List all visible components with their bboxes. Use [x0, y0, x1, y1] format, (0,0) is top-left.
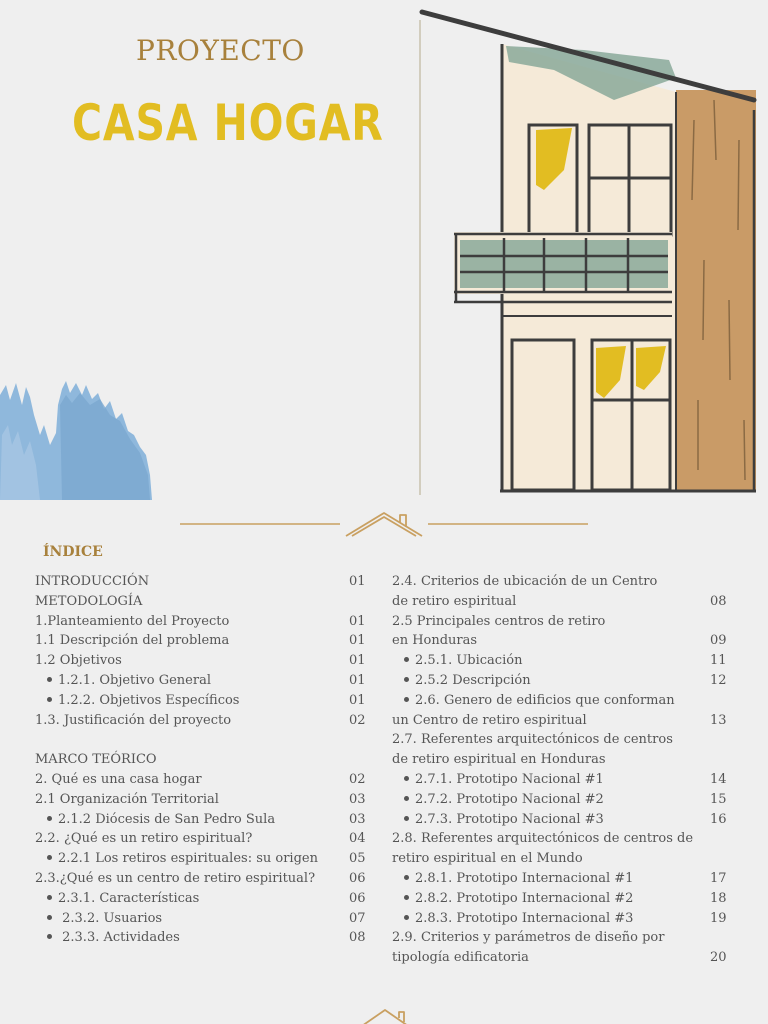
toc-entry[interactable] — [392, 592, 732, 612]
bullet-icon — [404, 915, 409, 920]
toc-entry-page: 18 — [710, 890, 727, 906]
toc-entry[interactable] — [35, 928, 370, 948]
toc-entry[interactable] — [35, 711, 370, 731]
toc-entry[interactable] — [35, 849, 370, 869]
toc-entry-page: 15 — [710, 791, 727, 807]
toc-entry-page: 03 — [349, 811, 366, 827]
toc-entry[interactable] — [35, 592, 370, 612]
toc-entry-page: 14 — [710, 771, 727, 787]
toc-entry-label: INTRODUCCIÓN — [35, 574, 150, 589]
bullet-icon — [404, 697, 409, 702]
roof-icon — [346, 513, 422, 536]
toc-entry-page: 07 — [349, 910, 366, 926]
toc-entry-label: 2.5.2 Descripción — [415, 672, 531, 688]
toc-entry-label: 2.7.3. Prototipo Nacional #3 — [415, 811, 604, 827]
toc-entry[interactable] — [35, 889, 370, 909]
toc-entry-label: 2.7.2. Prototipo Nacional #2 — [415, 791, 604, 807]
toc-entry[interactable] — [392, 631, 732, 651]
toc-entry-label: en Honduras — [392, 633, 478, 649]
blue-brush-decoration — [0, 375, 155, 500]
toc-entry[interactable] — [392, 849, 732, 869]
toc-entry-label: 2.2.1 Los retiros espirituales: su origen — [58, 851, 318, 867]
toc-entry[interactable] — [392, 770, 732, 790]
toc-entry-page: 01 — [349, 613, 366, 629]
toc-entry[interactable] — [35, 810, 370, 830]
toc-entry[interactable] — [392, 671, 732, 691]
toc-entry-page: 12 — [710, 672, 727, 688]
toc-entry-label: 2.7. Referentes arquitectónicos de centros — [392, 732, 673, 748]
bullet-icon — [47, 934, 52, 939]
bullet-icon — [47, 697, 52, 702]
toc-entry-page: 19 — [710, 910, 727, 926]
toc-entry-label: 1.1 Descripción del problema — [35, 633, 230, 649]
index-heading: ÍNDICE — [43, 544, 103, 560]
toc-entry-label: 2.8. Referentes arquitectónicos de centros de — [392, 831, 694, 847]
toc-entry-label: 2.4. Criterios de ubicación de un Centro — [392, 574, 658, 589]
toc-entry-label: de retiro espiritual — [392, 593, 517, 609]
toc-entry-label: 2.8.2. Prototipo Internacional #2 — [415, 890, 634, 906]
project-title: CASA HOGAR — [72, 94, 384, 152]
toc-entry-label: 2.7.1. Prototipo Nacional #1 — [415, 771, 604, 787]
toc-entry[interactable] — [35, 909, 370, 929]
toc-entry[interactable] — [392, 829, 732, 849]
toc-entry[interactable] — [392, 750, 732, 770]
toc-entry[interactable] — [35, 631, 370, 651]
toc-entry-label: 1.2 Objetivos — [35, 653, 122, 669]
toc-entry-page: 01 — [349, 692, 366, 708]
toc-entry[interactable] — [35, 790, 370, 810]
toc-entry[interactable] — [35, 770, 370, 790]
toc-entry-page: 13 — [710, 712, 727, 728]
toc-entry[interactable] — [35, 612, 370, 632]
toc-entry-page: 09 — [710, 633, 727, 649]
toc-entry-label: 1.3. Justificación del proyecto — [35, 712, 232, 728]
toc-entry[interactable] — [35, 750, 370, 770]
toc-entry-label: 2.8.3. Prototipo Internacional #3 — [415, 910, 634, 926]
toc-entry-page: 08 — [349, 930, 366, 946]
toc-entry-label: un Centro de retiro espiritual — [392, 712, 587, 728]
toc-entry-label: 2.5.1. Ubicación — [415, 653, 523, 669]
toc-entry-page: 20 — [710, 950, 727, 966]
toc-entry-page: 04 — [349, 831, 366, 847]
toc-entry[interactable] — [392, 810, 732, 830]
toc-entry-label: 2.3.1. Características — [58, 890, 200, 906]
roof-icon — [355, 1008, 415, 1024]
bullet-icon — [404, 895, 409, 900]
toc-entry-label: retiro espiritual en el Mundo — [392, 851, 583, 867]
toc-entry-label: 2.1 Organización Territorial — [35, 791, 219, 807]
bullet-icon — [47, 915, 52, 920]
toc-entry[interactable] — [392, 928, 732, 948]
toc-entry-page: 17 — [710, 870, 727, 886]
bullet-icon — [47, 895, 52, 900]
toc-entry[interactable] — [392, 889, 732, 909]
toc-entry[interactable] — [392, 730, 732, 750]
toc-entry[interactable] — [392, 612, 732, 632]
toc-entry-page: 01 — [349, 574, 366, 589]
toc-entry-page: 06 — [349, 870, 366, 886]
bullet-icon — [404, 796, 409, 801]
toc-entry-label: 1.Planteamiento del Proyecto — [35, 613, 230, 629]
toc-entry-label: 2. Qué es una casa hogar — [35, 771, 202, 787]
toc-entry[interactable] — [392, 869, 732, 889]
toc-entry-label: de retiro espiritual en Honduras — [392, 752, 606, 768]
bullet-icon — [404, 776, 409, 781]
bullet-icon — [404, 677, 409, 682]
bullet-icon — [47, 677, 52, 682]
bullet-icon — [404, 875, 409, 880]
toc-entry[interactable] — [392, 691, 732, 711]
bullet-icon — [47, 816, 52, 821]
toc-entry-label: 1.2.2. Objetivos Específicos — [58, 692, 240, 708]
toc-entry-page: 05 — [349, 851, 366, 867]
toc-right-column — [392, 572, 732, 968]
toc-entry[interactable] — [35, 651, 370, 671]
toc-entry-label: 2.3.¿Qué es un centro de retiro espiritual? — [35, 870, 316, 886]
bullet-icon — [404, 816, 409, 821]
bullet-icon — [404, 657, 409, 662]
toc-entry[interactable] — [392, 790, 732, 810]
bullet-icon — [47, 855, 52, 860]
toc-entry-page: 02 — [349, 712, 366, 728]
toc-entry-page: 01 — [349, 672, 366, 688]
toc-entry-label: 2.9. Criterios y parámetros de diseño por — [392, 930, 665, 946]
toc-entry[interactable] — [35, 572, 370, 592]
project-kicker: PROYECTO — [136, 34, 305, 67]
toc-entry-page: 01 — [349, 653, 366, 669]
toc-entry[interactable] — [392, 711, 732, 731]
toc-entry-label: 1.2.1. Objetivo General — [58, 672, 211, 688]
toc-entry[interactable] — [392, 651, 732, 671]
toc-entry-label: 2.1.2 Diócesis de San Pedro Sula — [58, 811, 276, 827]
toc-entry-label: tipología edificatoria — [392, 950, 529, 966]
toc-entry-label: MARCO TEÓRICO — [35, 752, 157, 768]
toc-entry-page: 16 — [710, 811, 727, 827]
toc-entry[interactable] — [392, 572, 732, 592]
toc-entry-page: 11 — [710, 653, 727, 669]
toc-entry[interactable] — [35, 829, 370, 849]
toc-entry-page: 06 — [349, 890, 366, 906]
toc-entry[interactable] — [392, 909, 732, 929]
toc-entry[interactable] — [35, 671, 370, 691]
toc-entry-page: 08 — [710, 593, 727, 609]
toc-entry-page: 01 — [349, 633, 366, 649]
toc-entry-page: 02 — [349, 771, 366, 787]
toc-entry-label: 2.8.1. Prototipo Internacional #1 — [415, 870, 634, 886]
toc-entry-label: 2.3.2. Usuarios — [58, 910, 163, 926]
toc-entry-label: 2.6. Genero de edificios que conforman — [415, 692, 675, 708]
toc-left-column — [35, 572, 370, 948]
section-divider — [0, 505, 768, 545]
toc-entry-label: 2.3.3. Actividades — [58, 930, 180, 946]
toc-entry[interactable] — [35, 730, 370, 750]
toc-entry-label: METODOLOGÍA — [35, 593, 143, 609]
toc-entry[interactable] — [35, 691, 370, 711]
toc-entry[interactable] — [392, 948, 732, 968]
toc-entry-page: 03 — [349, 791, 366, 807]
house-illustration — [414, 0, 768, 500]
toc-entry-label: 2.5 Principales centros de retiro — [392, 613, 606, 629]
toc-entry[interactable] — [35, 869, 370, 889]
toc-entry-label: 2.2. ¿Qué es un retiro espiritual? — [35, 831, 253, 847]
